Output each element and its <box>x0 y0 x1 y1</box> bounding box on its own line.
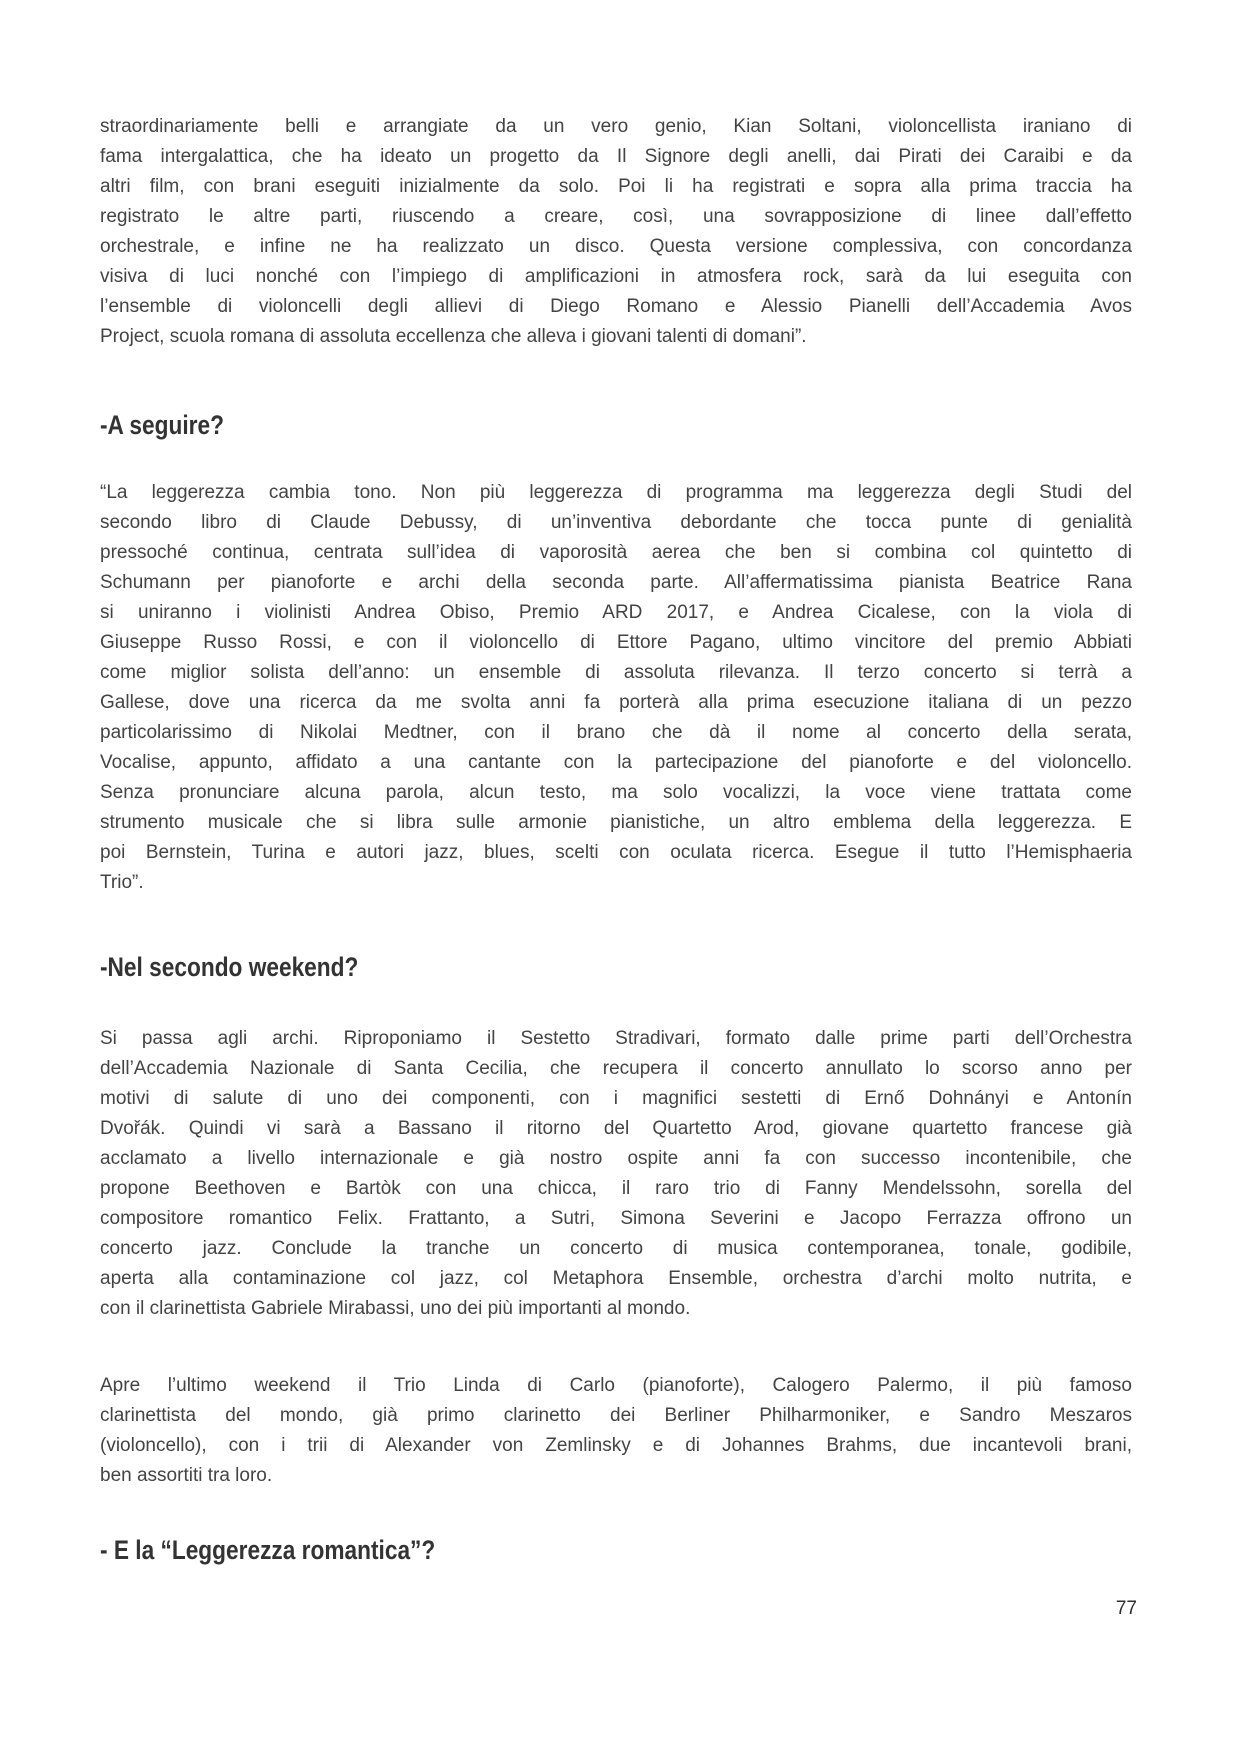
text-line: ben assortiti tra loro. <box>100 1465 273 1486</box>
text-line: compositore romantico Felix. Frattanto, a Sutri, Simona Severini e Jacopo Ferrazza offrono un <box>100 1208 1132 1229</box>
text-line: Vocalise, appunto, affidato a una cantante con la partecipazione del pianoforte e del violoncello. <box>100 752 1132 773</box>
text-column <box>100 112 1132 1565</box>
text-line: strumento musicale che si libra sulle armonie pianistiche, un altro emblema della leggerezza. E <box>100 812 1132 833</box>
text-line: acclamato a livello internazionale e già nostro ospite anni fa con successo incontenibile, che <box>100 1148 1132 1169</box>
section-heading: -A seguire? <box>100 410 224 440</box>
text-line: Project, scuola romana di assoluta eccellenza che alleva i giovani talenti di domani”. <box>100 326 807 347</box>
text-line: orchestrale, e infine ne ha realizzato un disco. Questa versione complessiva, con concordanza <box>100 236 1132 257</box>
section-heading: - E la “Leggerezza romantica”? <box>100 1535 436 1565</box>
text-line: propone Beethoven e Bartòk con una chicca, il raro trio di Fanny Mendelssohn, sorella del <box>100 1178 1132 1199</box>
text-line: Gallese, dove una ricerca da me svolta anni fa porterà alla prima esecuzione italiana di un pezzo <box>100 692 1132 713</box>
text-line: dell’Accademia Nazionale di Santa Cecilia, che recupera il concerto annullato lo scorso anno per <box>100 1058 1132 1079</box>
text-line: (violoncello), con i trii di Alexander von Zemlinsky e di Johannes Brahms, due incantevoli brani, <box>100 1435 1132 1456</box>
text-line: visiva di luci nonché con l’impiego di amplificazioni in atmosfera rock, sarà da lui eseguita con <box>100 266 1132 287</box>
text-line: poi Bernstein, Turina e autori jazz, blues, scelti con oculata ricerca. Esegue il tutto l’Hemisphaeria <box>100 842 1132 863</box>
text-line: concerto jazz. Conclude la tranche un concerto di musica contemporanea, tonale, godibile, <box>100 1238 1132 1259</box>
text-line: l’ensemble di violoncelli degli allievi di Diego Romano e Alessio Pianelli dell’Accademia Avos <box>100 296 1132 317</box>
text-line: altri film, con brani eseguiti inizialmente da solo. Poi li ha registrati e sopra alla prima traccia ha <box>100 176 1132 197</box>
paragraph <box>100 1371 1132 1491</box>
text-line: “La leggerezza cambia tono. Non più leggerezza di programma ma leggerezza degli Studi del <box>100 482 1132 503</box>
text-line: con il clarinettista Gabriele Mirabassi, uno dei più importanti al mondo. <box>100 1298 691 1319</box>
text-line: Schumann per pianoforte e archi della seconda parte. All’affermatissima pianista Beatrice Rana <box>100 572 1132 593</box>
text-line: straordinariamente belli e arrangiate da un vero genio, Kian Soltani, violoncellista iraniano di <box>100 116 1132 137</box>
text-line: Apre l’ultimo weekend il Trio Linda di Carlo (pianoforte), Calogero Palermo, il più famoso <box>100 1375 1132 1396</box>
text-line: Dvořák. Quindi vi sarà a Bassano il ritorno del Quartetto Arod, giovane quartetto francese già <box>100 1118 1132 1139</box>
text-line: aperta alla contaminazione col jazz, col Metaphora Ensemble, orchestra d’archi molto nutrita, e <box>100 1268 1132 1289</box>
section-heading: -Nel secondo weekend? <box>100 952 359 982</box>
text-line: secondo libro di Claude Debussy, di un’inventiva debordante che tocca punte di genialità <box>100 512 1132 533</box>
paragraph <box>100 478 1132 898</box>
text-line: fama intergalattica, che ha ideato un progetto da Il Signore degli anelli, dai Pirati dei Caraibi e da <box>100 146 1132 167</box>
text-line: particolarissimo di Nikolai Medtner, con il brano che dà il nome al concerto della serata, <box>100 722 1132 743</box>
text-line: Giuseppe Russo Rossi, e con il violoncello di Ettore Pagano, ultimo vincitore del premio Abbiati <box>100 632 1132 653</box>
text-line: pressoché continua, centrata sull’idea di vaporosità aerea che ben si combina col quintetto di <box>100 542 1132 563</box>
text-line: registrato le altre parti, riuscendo a creare, così, una sovrapposizione di linee dall’effetto <box>100 206 1132 227</box>
text-line: Trio”. <box>100 872 144 893</box>
text-line: Senza pronunciare alcuna parola, alcun testo, ma solo vocalizzi, la voce viene trattata come <box>100 782 1132 803</box>
text-line: si uniranno i violinisti Andrea Obiso, Premio ARD 2017, e Andrea Cicalese, con la viola di <box>100 602 1132 623</box>
paragraph <box>100 112 1132 352</box>
text-line: clarinettista del mondo, già primo clarinetto dei Berliner Philharmoniker, e Sandro Meszaros <box>100 1405 1132 1426</box>
page-number: 77 <box>1115 1598 1137 1619</box>
text-line: Si passa agli archi. Riproponiamo il Sestetto Stradivari, formato dalle prime parti dell’Orchestra <box>100 1028 1132 1049</box>
text-line: come miglior solista dell’anno: un ensemble di assoluta rilevanza. Il terzo concerto si terrà a <box>100 662 1132 683</box>
text-line: motivi di salute di uno dei componenti, con i magnifici sestetti di Ernő Dohnányi e Antonín <box>100 1088 1132 1109</box>
paragraph <box>100 1024 1132 1324</box>
